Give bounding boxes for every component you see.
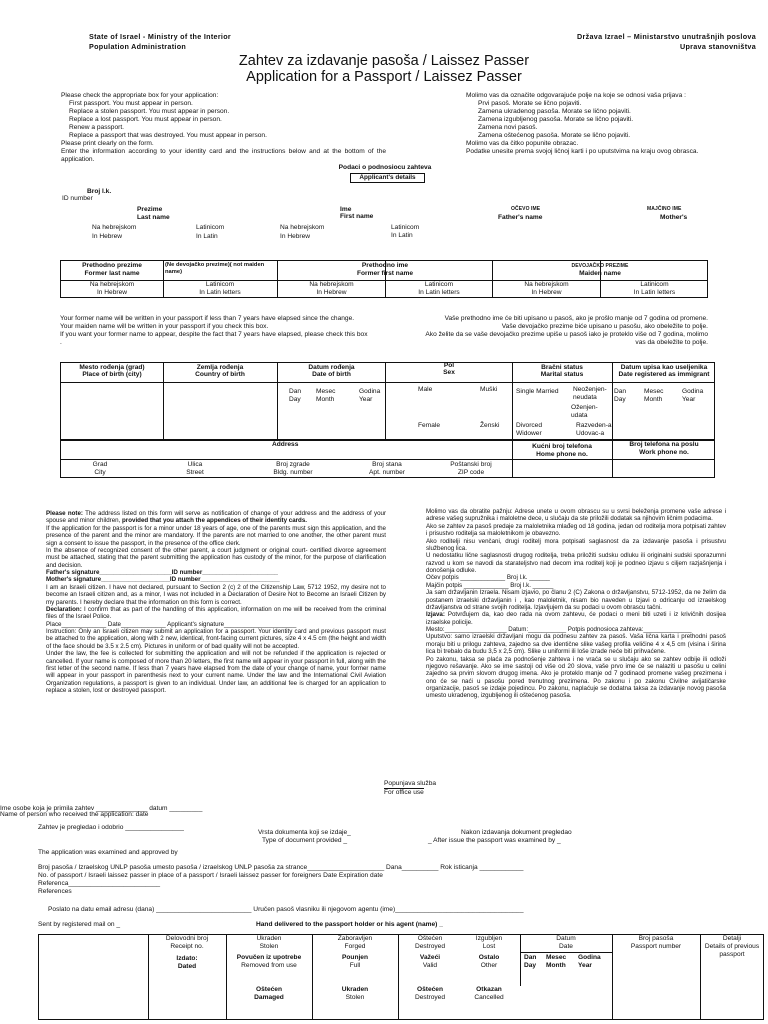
mother-label-en: Mother's bbox=[660, 214, 688, 221]
mother-signature-line[interactable]: Mother's signature____________________ID number_______________________ bbox=[46, 576, 280, 584]
country-label-sr: Zemlja rođenja bbox=[196, 364, 244, 371]
immig-year[interactable]: Godina Year bbox=[682, 388, 704, 404]
father-signature-line[interactable]: Father's signature_____________________ID number______________________ bbox=[46, 569, 278, 576]
form-title-en: Application for a Passport / Laissez Passer bbox=[246, 69, 522, 85]
marital-label-en: Marital status bbox=[540, 371, 584, 378]
doc-type-sr[interactable]: Vrsta dokumenta koji se izdaje_ bbox=[258, 829, 351, 836]
mother-label-sr: MAJČINO IME bbox=[647, 206, 682, 212]
received-by-en: Name of person who received the application: date bbox=[0, 811, 149, 818]
sex-male-sr[interactable]: Muški bbox=[480, 386, 498, 393]
former-note-en-1: Your former name will be written in your passport if less than 7 years have elapsed since the change. bbox=[60, 315, 355, 322]
firstname-lat-sr[interactable]: Latinicom bbox=[391, 224, 420, 231]
status-other[interactable]: Ostalo Other bbox=[478, 954, 500, 970]
former-note-sr-1: Vaše prethodno ime će biti upisano u pasoš, ako je prošlo manje od 7 godina od promene. bbox=[444, 315, 708, 322]
home-phone-label[interactable]: Kućni broj telefona Home phone no. bbox=[532, 443, 592, 459]
address-bldg[interactable]: Broj zgrade Bldg. number bbox=[273, 461, 313, 477]
immig-label-en: Date registered as immigrant bbox=[618, 371, 710, 378]
dob-year[interactable]: Godina Year bbox=[359, 388, 381, 404]
immig-day[interactable]: Dan Day bbox=[614, 388, 627, 404]
ministry-en-line2: Population Administration bbox=[89, 42, 187, 51]
intro-en-enter: Enter the information according to your identity card and the instructions below and at the bottom of the application. bbox=[61, 148, 386, 164]
id-label-en[interactable]: ID number bbox=[62, 195, 93, 202]
applicant-signature-line[interactable]: Place_____________ Date_____________ Applicant's signature_____________________ bbox=[46, 620, 297, 628]
status-lost[interactable]: Izgubljen Lost bbox=[475, 935, 503, 951]
mailed-en[interactable]: Sent by registered mail on _ bbox=[38, 921, 121, 928]
father-label-sr: OČEVO IME bbox=[511, 206, 541, 212]
former-firstname-label-sr: Prethodno ime bbox=[361, 262, 409, 269]
address-city[interactable]: Grad City bbox=[92, 461, 108, 477]
former-surname-label-en: Former last name bbox=[84, 270, 140, 277]
sex-female[interactable]: Female bbox=[418, 422, 440, 429]
immig-label-sr: Datum upisa kao useljenika bbox=[620, 364, 708, 371]
intro-sr-print: Molimo vas da čitko popunite obrazac. bbox=[466, 140, 579, 148]
status-cancelled[interactable]: Otkazan Cancelled bbox=[474, 986, 504, 1002]
former-surname-heb[interactable]: Na hebrejskom In Hebrew bbox=[89, 281, 135, 297]
not-maiden-note: (Ne devojačko prezime)( not maiden name) bbox=[165, 262, 265, 276]
app-type-first-sr[interactable]: Prvi pasoš. Morate se lično pojaviti. bbox=[478, 100, 582, 108]
intro-en-print: Please print clearly on the form. bbox=[61, 140, 154, 148]
immig-month[interactable]: Mesec Month bbox=[644, 388, 664, 404]
dob-label-en: Date of birth bbox=[312, 371, 351, 378]
reference-sr[interactable]: Referenca_________________________ bbox=[38, 880, 161, 887]
birthplace-label-sr: Mesto rođenja (grad) bbox=[79, 364, 145, 371]
status-destroyed[interactable]: Oštećen Destroyed bbox=[414, 986, 446, 1002]
office-heading-sr: Popunjava služba bbox=[384, 780, 437, 787]
id-label-sr: Broj l.k. bbox=[87, 188, 112, 195]
former-surname-lat[interactable]: Latinicom In Latin letters bbox=[199, 281, 241, 297]
surname-lat-sr[interactable]: Latinicom bbox=[196, 224, 225, 231]
ministry-en-line1: State of Israel - Ministry of the Interior bbox=[89, 32, 231, 41]
former-note-sr-3[interactable]: Ako želite da se vaše devojačko prezime upiše u pasoš iako je proteklo više od 7 godina, molimo vas da obeležite to polje. bbox=[425, 331, 708, 347]
intro-sr bbox=[466, 92, 731, 164]
sex-male[interactable]: Male bbox=[418, 386, 433, 393]
app-type-renew-en[interactable]: Renew a passport. bbox=[69, 124, 124, 132]
surname-heb-en: In Hebrew bbox=[92, 233, 123, 240]
surname-lat-en: In Latin bbox=[196, 233, 218, 240]
address-label: Address bbox=[272, 441, 299, 448]
intro-en-check: Please check the appropriate box for your application: bbox=[61, 92, 219, 99]
firstname-lat-en: In Latin bbox=[391, 232, 413, 239]
former-firstname-heb[interactable]: Na hebrejskom In Hebrew bbox=[309, 281, 354, 297]
date-label: Datum Date bbox=[556, 935, 576, 951]
receipt-no[interactable]: Delovodni broj Receipt no. bbox=[165, 935, 209, 951]
marital-divorced[interactable]: Divorced Widower bbox=[516, 422, 543, 438]
surname-heb-sr[interactable]: Na hebrejskom bbox=[92, 224, 137, 231]
prev-year[interactable]: Godina Year bbox=[578, 954, 601, 970]
hand-delivered-en[interactable]: Hand delivered to the passport holder or his agent (name) _ bbox=[256, 921, 443, 928]
maiden-heb[interactable]: Na hebrejskom In Hebrew bbox=[524, 281, 569, 297]
birthplace-label-en: Place of birth (city) bbox=[82, 371, 142, 378]
surname-label-en: Last name bbox=[137, 214, 170, 221]
app-type-lost-sr[interactable]: Zamena izgubljenog pasoša. Morate se lično pojaviti. bbox=[478, 116, 634, 124]
prev-day[interactable]: Dan Day bbox=[524, 954, 537, 970]
ministry-sr-line1: Država Izrael – Ministarstvo unutrašnjih poslova bbox=[577, 32, 756, 41]
notes-en: Please note: The address listed on this form will serve as notification of change of your address and the address of your spouse and minor children, provided that you attach the appendices of their identity cards. If the application for the passport is for a minor under 18 years of age, one of the parents must sign this application, and the presence of the parent and the minor are mandatory. If the parents are not married to one another, the other parent must sign a consent to issue the passport, in the presence of the office clerk. In the absence of recognized consent of the other parent, a court judgment or original court- certified divorce agreement must be attached, stating that the parent submitting the application has custody of the minor, for the purpose of clarification and decision. Father's signature_____________________ID number______________________ Mother's signature____________________ID number_______________________ I am an Israeli citizen. I have not declared, pursuant to Section 2 (c) 2 of the Citizenship Law, 5712 1952, my desire not to become an Israeli citizen and, as a minor, I was not included in a Declaration of Desire Not to Become an Israeli Citizen by my parents. I hereby declare that the information on this form is correct. Declaration: I confirm that as part of the handling of this application, information on me will be received from the criminal files of the Israel Police. Place_____________ Date_____________ Applicant's signature_____________________ Instruction: Only an Israeli citizen may submit an application for a passport. Your identity card and previous passport must be attached to the application, along with 2 new, identical, front-facing current pictures, size 4 x 4.5 cm (the height and width of the face should be 3.5 x 2.5 cm). Pictures in uniform or of bad quality will not be accepted. Under the law, the fee is collected for submitting the application and will not be refunded if the application is rejected or cancelled. If your name is composed of more than 20 letters, the first name will appear in your passport in full, along with the first letter of the second name. If less than 7 years have elapsed from the date of your change of name, your former name will appear in your passport in parenthesis next to your current name. Under the law and the International Civil Aviation Organization regulations, a passport is given to an individual. Under law, an additional fee is charged for an application to replace a stolen, lost or destroyed passport. bbox=[46, 510, 387, 694]
app-type-renew-sr[interactable]: Zamena novi pasoš. bbox=[478, 124, 538, 132]
father-label-en: Father's name bbox=[498, 214, 543, 221]
marital-married-sr[interactable]: Oženjen-udata bbox=[571, 404, 598, 420]
after-issue-en[interactable]: _ After issue the passport was examined by _ bbox=[428, 837, 561, 844]
firstname-label-en: First name bbox=[340, 213, 374, 220]
ministry-sr-line2: Uprava stanovništva bbox=[679, 42, 756, 51]
app-type-lost-en[interactable]: Replace a lost passport. You must appear in person. bbox=[69, 116, 222, 124]
dob-month[interactable]: Mesec Month bbox=[316, 388, 336, 404]
former-notes-en bbox=[60, 315, 368, 347]
former-note-en-2[interactable]: Your maiden name will be written in your passport if you check this box. bbox=[60, 323, 269, 331]
former-note-sr-2[interactable]: Vaše devojačko prezime biće upisano u pasošu, ako obeležite to polje. bbox=[501, 323, 708, 331]
work-phone-label[interactable]: Broj telefona na poslu Work phone no. bbox=[629, 441, 699, 457]
prev-month[interactable]: Mesec Month bbox=[546, 954, 567, 970]
passport-no-sr[interactable]: Broj pasoša / Izraelskog UNLP pasoša umesto pasoša / izraelskog UNLP pasoša za strance_____________________ Dana__________ Rok isticanja ____________ bbox=[38, 864, 524, 871]
status-damaged[interactable]: Oštećen Damaged bbox=[254, 986, 284, 1002]
app-type-destroyed-sr[interactable]: Zamena oštećenog pasoša. Morate se lično pojaviti. bbox=[478, 132, 631, 140]
marital-divorced-sr[interactable]: Razveden-a Udovac-a bbox=[576, 422, 612, 438]
former-notes-sr bbox=[420, 315, 708, 347]
intro-en bbox=[61, 92, 386, 164]
maiden-label-en: Maiden name bbox=[579, 270, 621, 277]
applicant-heading-sr: Podaci o podnosiocu zahteva bbox=[338, 164, 432, 171]
notes-sr: Molimo vas da obratite pažnju: Adrese unete u ovom obrascu su u svrsi beleženja promene vaše adrese i adrese vašeg supružnika i maloletne dece, u slučaju da ste priložili dodatak sa njihovim ličnim podacima. Ako se zahtev za pasoš predaje za maloletnika mlađeg od 18 godina, jedan od roditelja mora potpisati zahtev i prisustvo roditelja sa maloletnikom je obavezno. Ako roditelji nisu venčani, drugi roditelj mora potpisati saglasnost da za izdavanje pasoša i prisustvu službenog lica. U nedostatku lične saglasnosti drugog roditelja, treba priložiti sudsku odluku ili originalni sudski sporazumni razvod u kom se navodi da starateljstvo nad decom ima roditelj koji je podneo izjavu s ciljem razjašnjenja i donošenja odluke. Očev potpis _____________ Broj l.k. ______ Majčin potpis _____________ Broj l.k. ______ Ja sam državljanin Izraela. Nisam izjavio, po članu 2 (C) Zakona o državljanstvu, 5712-1952, da ne želim da postanem izraelski državljanin i , kao maloletnik, nisam bio naveden u Izjavi o odricanju od izraelskog državljanstva od strane svojih roditelja. Izjavljujem da su podaci u ovom obrascu tačni. Izjava: Potvrđujem da, kao deo rada na ovom zahtevu, će podaci o meni biti uzeti i iz krivičnih dosijea izraelske policije. Mesto:__________________ Datum:___________ Potpis podnosioca zahteva:______________ Uputstvo: samo izraelski državljani mogu da podnesu zahtev za pasoš. Vaša lična karta i prethodni pasoš moraju biti u prilogu zahteva, zajedno sa dve identične slike vašeg profila veličine 4 x 4,5 cm (visina i širina lica bi trebalo da budu 3,5 x 2,5 cm). Slike u uniformi ili loše izrade neće biti prihvaćene. Po zakonu, taksa se plaća za podnošenje zahteva i ne vraća se u slučaju ako se zahtev odbije ili odloži njegovo rešavanje. Ako se ime sastoji od više od 20 slova, vaše prvo ime će se nalaziti u pasošu u celini zajedno sa prvim slovom drugog imena. Ako je proteklo manje od 7 godinaod promene vašeg prezimena i ono će se naći u pasošu pored trenutnog prezimena. Po zakonu i po zakonu Civilne avijatičarske organizacije, pasoš se izdaje pojedincu. Po zakonu, naplaćuje se dodatna taksa za izdavanje novog pasoša umesto ukradenog, izgubljenog ili oštećenog pasoša. bbox=[426, 508, 726, 700]
intro-sr-enter: Podatke unesite prema svojoj ličnoj karti i po uputstvima na kraju ovog obrasca. bbox=[466, 148, 699, 156]
app-type-first-en[interactable]: First passport. You must appear in person. bbox=[69, 100, 193, 108]
app-type-stolen-sr[interactable]: Zamena ukradenog pasoša. Morate se lično pojaviti. bbox=[478, 108, 631, 116]
surname-label-sr: Prezime bbox=[137, 206, 163, 213]
intro-sr-check: Molimo vas da označite odgovarajuće polje na koje se odnosi vaša prijava : bbox=[466, 92, 686, 99]
sex-female-sr[interactable]: Ženski bbox=[480, 422, 500, 429]
father-signature-line-sr[interactable]: Očev potpis _____________ Broj l.k. ______ bbox=[426, 574, 550, 582]
country-label-en: Country of birth bbox=[195, 371, 245, 378]
status-stolen-2[interactable]: Ukraden Stolen bbox=[341, 986, 369, 1002]
after-issue-sr: Nakon izdavanja dokument pregledao bbox=[461, 829, 572, 836]
received-by-sr[interactable]: Ime osobe koja je primila zahtev ______________ datum _________ bbox=[0, 805, 203, 812]
status-removed[interactable]: Povučen iz upotrebe Removed from use bbox=[236, 954, 302, 970]
marital-label-sr: Bračni status bbox=[541, 364, 583, 371]
prev-details: Detalji Details of previous passport bbox=[704, 935, 760, 959]
dob-label-sr: Datum rođenja bbox=[308, 364, 355, 371]
former-surname-label-sr: Prethodno prezime bbox=[82, 262, 142, 269]
app-type-destroyed-en[interactable]: Replace a passport that was destroyed. You must appear in person. bbox=[69, 132, 267, 140]
doc-type-en: Type of document provided _ bbox=[262, 837, 348, 844]
form-title-sr: Zahtev za izdavanje pasoša / Laissez Passer bbox=[238, 53, 530, 69]
status-valid[interactable]: Važeći Valid bbox=[419, 954, 441, 970]
former-firstname-lat[interactable]: Latinicom In Latin letters bbox=[418, 281, 460, 297]
applicant-signature-line-sr[interactable]: Mesto:__________________ Datum:___________ Potpis podnosioca zahteva:______________ bbox=[426, 626, 692, 633]
address-apt[interactable]: Broj stana Apt. number bbox=[369, 461, 405, 477]
sex-label-sr: Pol bbox=[443, 362, 455, 369]
passport-no-en: No. of passport / Israeli laissez passer in place of a passport / Israeli laissez passer for foreigners Date Expiration date bbox=[38, 872, 383, 879]
former-firstname-label-en: Former first name bbox=[356, 270, 414, 277]
approved-by-en: The application was examined and approved by bbox=[38, 849, 178, 856]
examined-by-sr[interactable]: Zahtev je pregledao i odobrio ________________ bbox=[38, 824, 184, 831]
maiden-label-sr: DEVOJAČKO PREZIME bbox=[571, 263, 629, 269]
prev-passport-number[interactable]: Broj pasoša Passport number bbox=[630, 935, 682, 951]
mailed-sr[interactable]: Poslato na datu email adresu (dana) __________________________ Uručen pasoš vlasniku ili njegovom agentu (ime)___________________________________ bbox=[48, 906, 524, 913]
status-damaged-sr[interactable]: Oštećen Destroyed bbox=[414, 935, 446, 951]
sex-label-en: Sex bbox=[443, 369, 455, 376]
issued-label: Izdato: Dated bbox=[176, 955, 198, 971]
firstname-heb-en: In Hebrew bbox=[280, 233, 311, 240]
applicant-heading-en: Applicant's details bbox=[350, 173, 425, 183]
marital-single-married[interactable]: Single Married bbox=[516, 388, 559, 395]
former-note-en-3[interactable]: If you want your former name to appear, despite the fact that 7 years have elapsed, please check this box . bbox=[60, 331, 368, 347]
app-type-stolen-en[interactable]: Replace a stolen passport. You must appear in person. bbox=[69, 108, 230, 116]
firstname-label-sr: Ime bbox=[340, 206, 352, 213]
maiden-lat[interactable]: Latinicom In Latin letters bbox=[633, 281, 676, 297]
reference-en: References bbox=[38, 888, 72, 895]
mother-signature-line-sr[interactable]: Majčin potpis _____________ Broj l.k. ______ bbox=[426, 581, 554, 589]
status-full[interactable]: Pounjen Full bbox=[341, 954, 368, 970]
status-forged[interactable]: Zaboravljen Forged bbox=[337, 935, 373, 951]
address-zip[interactable]: Poštanski broj ZIP code bbox=[450, 461, 492, 477]
office-heading-en: For office use bbox=[384, 789, 424, 796]
firstname-heb-sr[interactable]: Na hebrejskom bbox=[280, 224, 325, 231]
address-street[interactable]: Ulica Street bbox=[186, 461, 204, 477]
status-stolen[interactable]: Ukraden Stolen bbox=[256, 935, 282, 951]
marital-unmarried-sr[interactable]: Neoženjen-neudata bbox=[573, 386, 607, 402]
dob-day[interactable]: Dan Day bbox=[289, 388, 302, 404]
